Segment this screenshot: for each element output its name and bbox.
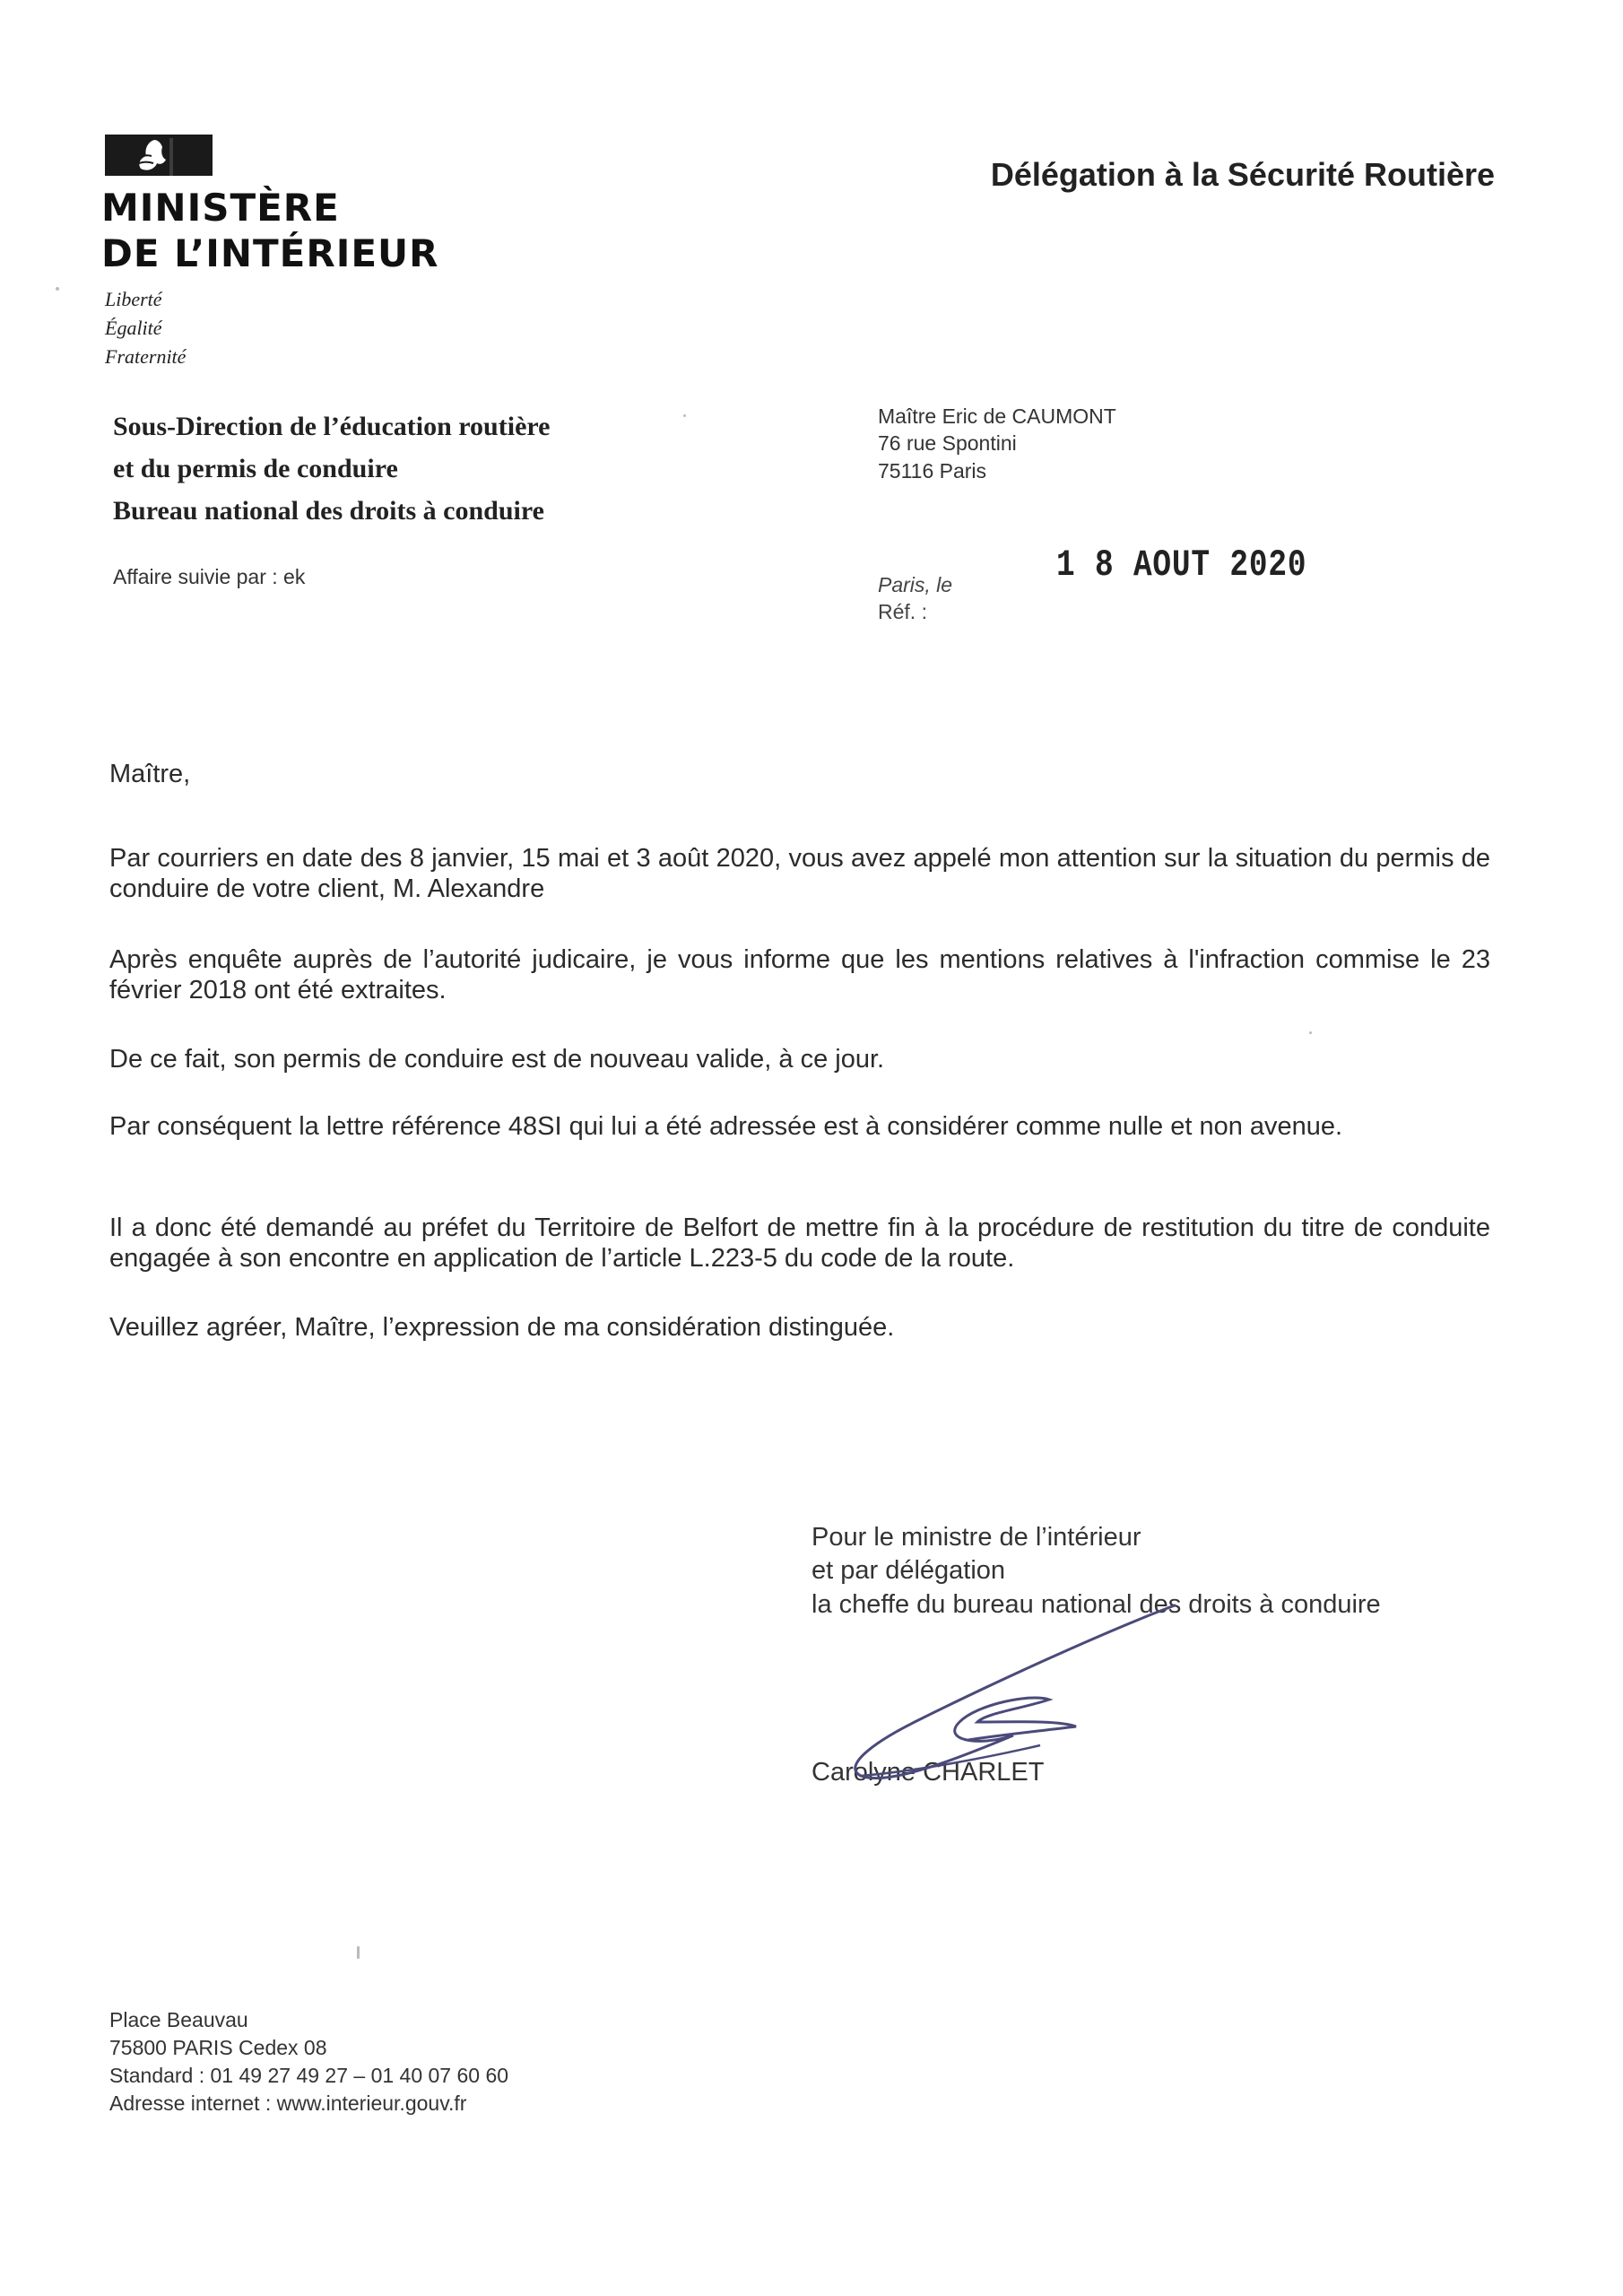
case-handler: Affaire suivie par : ek	[113, 565, 306, 588]
signatory-name: Carolyne CHARLET	[812, 1758, 1045, 1787]
date-place: Paris, le	[878, 573, 953, 596]
handwritten-signature	[807, 1587, 1219, 1794]
footer-address-line1: Place Beauvau	[109, 2008, 248, 2031]
paragraph: Après enquête auprès de l’autorité judicaire, je vous informe que les mentions relatives à l'infraction commise le 23 février 2018 ont été extraites.	[109, 945, 1490, 1004]
footer-address-line2: 75800 PARIS Cedex 08	[109, 2036, 327, 2059]
recipient-name: Maître Eric de CAUMONT	[878, 404, 1116, 428]
salutation: Maître,	[109, 760, 191, 788]
department-line3: Bureau national des droits à conduire	[113, 496, 544, 526]
footer-website: Adresse internet : www.interieur.gouv.fr	[109, 2092, 467, 2115]
delegation-heading: Délégation à la Sécurité Routière	[990, 156, 1495, 193]
signature-line1: Pour le ministre de l’intérieur	[812, 1523, 1141, 1552]
scan-speck	[56, 287, 59, 291]
scan-speck	[1309, 1031, 1312, 1034]
scan-speck	[683, 414, 686, 417]
department-line1: Sous-Direction de l’éducation routière	[113, 412, 551, 441]
department-line2: et du permis de conduire	[113, 454, 398, 483]
signature-line3: la cheffe du bureau national des droits à conduire	[812, 1590, 1381, 1619]
paragraph: Il a donc été demandé au préfet du Territoire de Belfort de mettre fin à la procédure de restitution du titre de conduite engagée à son encontre en application de l’article L.223-5 du code de la route.	[109, 1213, 1490, 1273]
paragraph: Par conséquent la lettre référence 48SI qui lui a été adressée est à considérer comme nulle et non avenue.	[109, 1112, 1343, 1141]
recipient-street: 76 rue Spontini	[878, 431, 1017, 455]
date-stamp: 1 8 AOUT 2020	[1056, 544, 1307, 587]
closing-formula: Veuillez agréer, Maître, l’expression de ma considération distinguée.	[109, 1313, 895, 1342]
motto-fraternite: Fraternité	[105, 345, 187, 368]
ministry-name-line1: MINISTÈRE	[101, 186, 340, 230]
motto-egalite: Égalité	[105, 317, 162, 339]
paragraph: De ce fait, son permis de conduire est de nouveau valide, à ce jour.	[109, 1045, 885, 1074]
recipient-city: 75116 Paris	[878, 459, 987, 483]
paragraph: Par courriers en date des 8 janvier, 15 mai et 3 août 2020, vous avez appelé mon attention sur la situation du permis de conduire de votre client, M. Alexandre	[109, 844, 1490, 903]
signature-line2: et par délégation	[812, 1556, 1006, 1585]
ministry-name-line2: DE L’INTÉRIEUR	[101, 231, 439, 275]
scan-speck	[357, 1946, 360, 1959]
footer-phone: Standard : 01 49 27 49 27 – 01 40 07 60 60	[109, 2064, 509, 2087]
motto-liberte: Liberté	[105, 288, 162, 310]
marianne-logo	[105, 133, 213, 178]
reference-label: Réf. :	[878, 600, 927, 623]
